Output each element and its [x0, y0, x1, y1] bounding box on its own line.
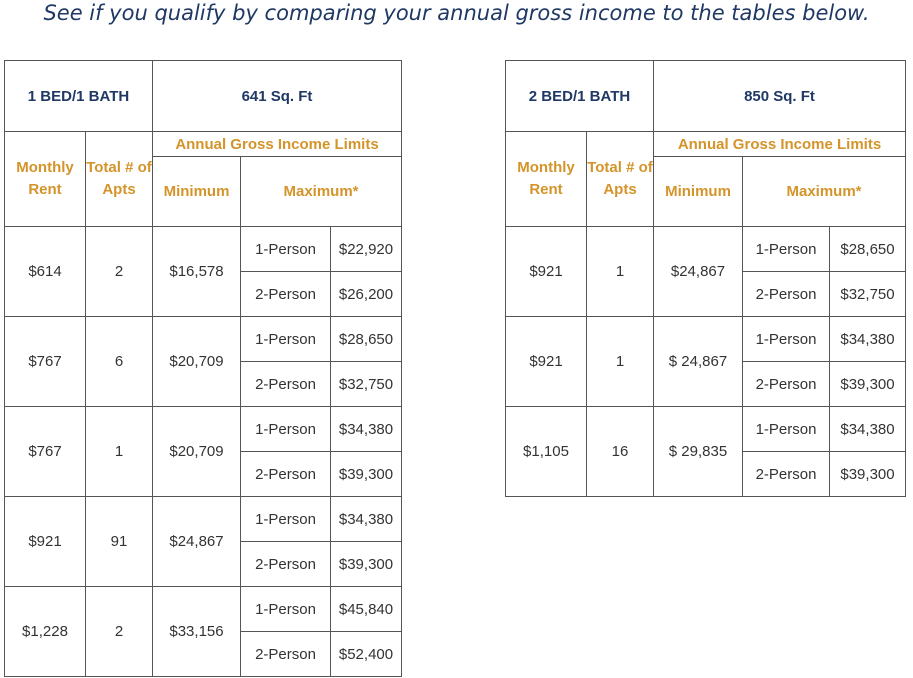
sqft-label: 641 Sq. Ft [153, 61, 402, 132]
minimum-income-cell: $ 24,867 [654, 317, 743, 407]
maximum-income-cell: $39,300 [331, 452, 402, 497]
maximum-income-cell: $34,380 [830, 407, 906, 452]
maximum-income-cell: $32,750 [830, 272, 906, 317]
monthly-rent-header: Monthly Rent [506, 132, 587, 227]
table-row [5, 317, 402, 362]
total-apts-cell: 6 [86, 317, 153, 407]
annual-limits-header: Annual Gross Income Limits [654, 132, 906, 157]
maximum-income-cell: $52,400 [331, 632, 402, 677]
total-apts-header: Total # of Apts [86, 132, 153, 227]
monthly-rent-cell: $921 [506, 317, 587, 407]
minimum-income-cell: $16,578 [153, 227, 241, 317]
household-size-cell: 1-Person [743, 227, 830, 272]
household-size-cell: 1-Person [241, 317, 331, 362]
household-size-cell: 2-Person [743, 452, 830, 497]
minimum-income-cell: $ 29,835 [654, 407, 743, 497]
minimum-income-cell: $33,156 [153, 587, 241, 677]
minimum-income-cell: $24,867 [654, 227, 743, 317]
maximum-income-cell: $39,300 [331, 542, 402, 587]
table-body [5, 61, 402, 677]
income-table-2bed [505, 60, 906, 497]
household-size-cell: 1-Person [743, 317, 830, 362]
household-size-cell: 2-Person [241, 452, 331, 497]
household-size-cell: 2-Person [241, 362, 331, 407]
monthly-rent-header: Monthly Rent [5, 132, 86, 227]
monthly-rent-cell: $1,228 [5, 587, 86, 677]
maximum-income-cell: $34,380 [331, 407, 402, 452]
table-body [506, 61, 906, 497]
header-row-unit [5, 61, 402, 132]
sqft-label: 850 Sq. Ft [654, 61, 906, 132]
income-table-1bed [4, 60, 402, 677]
total-apts-cell: 2 [86, 227, 153, 317]
maximum-income-cell: $22,920 [331, 227, 402, 272]
household-size-cell: 2-Person [241, 632, 331, 677]
household-size-cell: 1-Person [743, 407, 830, 452]
table-row [506, 407, 906, 452]
header-row-columns [506, 132, 906, 157]
unit-type-label: 1 BED/1 BATH [5, 61, 153, 132]
maximum-header: Maximum* [743, 157, 906, 227]
monthly-rent-cell: $614 [5, 227, 86, 317]
total-apts-cell: 1 [587, 227, 654, 317]
minimum-header: Minimum [153, 157, 241, 227]
maximum-income-cell: $34,380 [331, 497, 402, 542]
total-apts-cell: 2 [86, 587, 153, 677]
monthly-rent-cell: $767 [5, 407, 86, 497]
total-apts-cell: 91 [86, 497, 153, 587]
household-size-cell: 2-Person [743, 362, 830, 407]
household-size-cell: 1-Person [241, 587, 331, 632]
household-size-cell: 1-Person [241, 227, 331, 272]
monthly-rent-cell: $921 [5, 497, 86, 587]
total-apts-cell: 16 [587, 407, 654, 497]
table-row [5, 407, 402, 452]
maximum-income-cell: $39,300 [830, 452, 906, 497]
unit-type-label: 2 BED/1 BATH [506, 61, 654, 132]
minimum-income-cell: $24,867 [153, 497, 241, 587]
table-row [5, 587, 402, 632]
page-headline: See if you qualify by comparing your annual gross income to the tables below. [43, 1, 870, 25]
household-size-cell: 1-Person [241, 497, 331, 542]
maximum-income-cell: $34,380 [830, 317, 906, 362]
maximum-income-cell: $28,650 [830, 227, 906, 272]
minimum-header: Minimum [654, 157, 743, 227]
monthly-rent-cell: $767 [5, 317, 86, 407]
table-row [506, 317, 906, 362]
household-size-cell: 2-Person [241, 542, 331, 587]
maximum-income-cell: $26,200 [331, 272, 402, 317]
total-apts-cell: 1 [86, 407, 153, 497]
maximum-income-cell: $28,650 [331, 317, 402, 362]
monthly-rent-cell: $1,105 [506, 407, 587, 497]
monthly-rent-cell: $921 [506, 227, 587, 317]
household-size-cell: 2-Person [743, 272, 830, 317]
household-size-cell: 2-Person [241, 272, 331, 317]
household-size-cell: 1-Person [241, 407, 331, 452]
minimum-income-cell: $20,709 [153, 317, 241, 407]
header-row-columns [5, 132, 402, 157]
maximum-header: Maximum* [241, 157, 402, 227]
total-apts-header: Total # of Apts [587, 132, 654, 227]
table-row [506, 227, 906, 272]
table-row [5, 227, 402, 272]
total-apts-cell: 1 [587, 317, 654, 407]
header-row-unit [506, 61, 906, 132]
maximum-income-cell: $32,750 [331, 362, 402, 407]
maximum-income-cell: $39,300 [830, 362, 906, 407]
minimum-income-cell: $20,709 [153, 407, 241, 497]
table-row [5, 497, 402, 542]
maximum-income-cell: $45,840 [331, 587, 402, 632]
annual-limits-header: Annual Gross Income Limits [153, 132, 402, 157]
